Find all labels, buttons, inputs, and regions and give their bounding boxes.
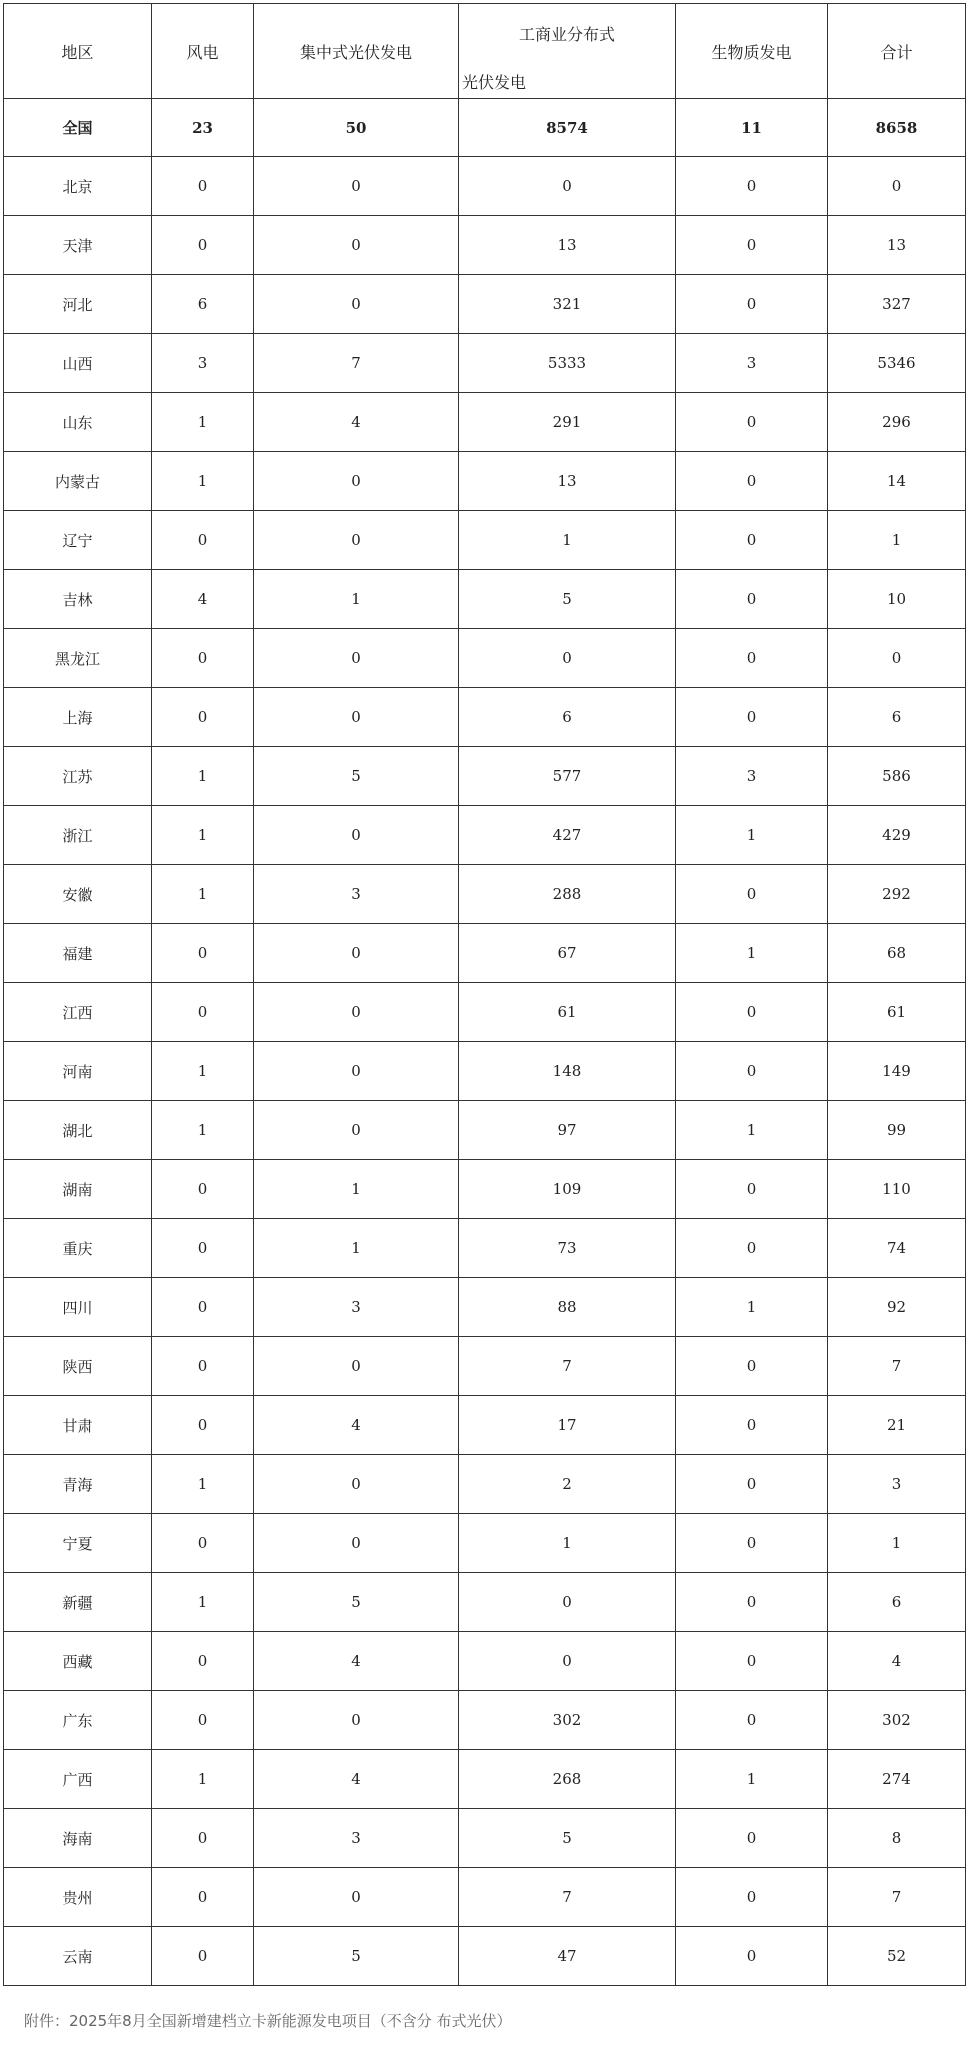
region-cell: 山西 [4, 334, 152, 393]
wind-cell: 1 [152, 747, 254, 806]
national-biomass-cell: 11 [676, 99, 828, 157]
total-cell: 68 [828, 924, 966, 983]
wind-cell: 0 [152, 1691, 254, 1750]
wind-cell: 0 [152, 157, 254, 216]
total-cell: 1 [828, 1514, 966, 1573]
biomass-cell: 0 [676, 511, 828, 570]
biomass-cell: 0 [676, 1455, 828, 1514]
total-cell: 0 [828, 157, 966, 216]
wind-cell: 0 [152, 1868, 254, 1927]
region-cell: 湖南 [4, 1160, 152, 1219]
total-cell: 3 [828, 1455, 966, 1514]
table-row [4, 629, 966, 688]
biomass-cell: 0 [676, 157, 828, 216]
ci-pv-cell: 7 [459, 1337, 676, 1396]
region-cell: 天津 [4, 216, 152, 275]
ci-pv-cell: 7 [459, 1868, 676, 1927]
region-cell: 安徽 [4, 865, 152, 924]
central-pv-cell: 4 [254, 393, 459, 452]
ci-pv-cell: 268 [459, 1750, 676, 1809]
table-row [4, 275, 966, 334]
table-row [4, 1278, 966, 1337]
table-row [4, 806, 966, 865]
biomass-cell: 0 [676, 452, 828, 511]
ci-pv-cell: 288 [459, 865, 676, 924]
total-cell: 8 [828, 1809, 966, 1868]
wind-cell: 6 [152, 275, 254, 334]
table-row [4, 334, 966, 393]
central-pv-cell: 0 [254, 511, 459, 570]
total-cell: 92 [828, 1278, 966, 1337]
region-cell: 河南 [4, 1042, 152, 1101]
biomass-cell: 0 [676, 1042, 828, 1101]
central-pv-cell: 7 [254, 334, 459, 393]
national-total-row [4, 99, 966, 157]
central-pv-cell: 0 [254, 688, 459, 747]
central-pv-cell: 0 [254, 1337, 459, 1396]
national-central-pv-cell: 50 [254, 99, 459, 157]
header-ci-distributed-pv [459, 4, 676, 99]
header-ci-pv-line2: 光伏发电 [462, 73, 527, 92]
ci-pv-cell: 17 [459, 1396, 676, 1455]
table-row [4, 983, 966, 1042]
central-pv-cell: 1 [254, 1219, 459, 1278]
ci-pv-cell: 61 [459, 983, 676, 1042]
biomass-cell: 0 [676, 393, 828, 452]
wind-cell: 0 [152, 1219, 254, 1278]
table-caption: 附件：2025年8月全国新增建档立卡新能源发电项目（不含分 布式光伏） [24, 2012, 512, 2030]
total-cell: 13 [828, 216, 966, 275]
new-energy-projects-table [3, 3, 966, 1986]
biomass-cell: 1 [676, 1278, 828, 1337]
wind-cell: 0 [152, 629, 254, 688]
biomass-cell: 0 [676, 629, 828, 688]
biomass-cell: 3 [676, 747, 828, 806]
ci-pv-cell: 148 [459, 1042, 676, 1101]
wind-cell: 0 [152, 983, 254, 1042]
wind-cell: 0 [152, 1160, 254, 1219]
biomass-cell: 0 [676, 865, 828, 924]
region-cell: 北京 [4, 157, 152, 216]
ci-pv-cell: 5333 [459, 334, 676, 393]
region-cell: 重庆 [4, 1219, 152, 1278]
national-region-cell: 全国 [4, 99, 152, 157]
central-pv-cell: 0 [254, 216, 459, 275]
region-cell: 西藏 [4, 1632, 152, 1691]
table-row [4, 1809, 966, 1868]
central-pv-cell: 0 [254, 924, 459, 983]
ci-pv-cell: 291 [459, 393, 676, 452]
table-row [4, 570, 966, 629]
region-cell: 海南 [4, 1809, 152, 1868]
biomass-cell: 0 [676, 1219, 828, 1278]
total-cell: 7 [828, 1337, 966, 1396]
biomass-cell: 0 [676, 1396, 828, 1455]
wind-cell: 0 [152, 1514, 254, 1573]
central-pv-cell: 5 [254, 747, 459, 806]
ci-pv-cell: 321 [459, 275, 676, 334]
header-row [4, 4, 966, 99]
biomass-cell: 0 [676, 1160, 828, 1219]
table-row [4, 1337, 966, 1396]
table-row [4, 1396, 966, 1455]
total-cell: 10 [828, 570, 966, 629]
total-cell: 74 [828, 1219, 966, 1278]
region-cell: 内蒙古 [4, 452, 152, 511]
total-cell: 6 [828, 1573, 966, 1632]
wind-cell: 0 [152, 1632, 254, 1691]
wind-cell: 1 [152, 1573, 254, 1632]
wind-cell: 0 [152, 1396, 254, 1455]
region-cell: 广东 [4, 1691, 152, 1750]
wind-cell: 1 [152, 1101, 254, 1160]
central-pv-cell: 3 [254, 1278, 459, 1337]
region-cell: 上海 [4, 688, 152, 747]
region-cell: 辽宁 [4, 511, 152, 570]
ci-pv-cell: 0 [459, 629, 676, 688]
wind-cell: 1 [152, 1042, 254, 1101]
region-cell: 福建 [4, 924, 152, 983]
table-row [4, 216, 966, 275]
total-cell: 292 [828, 865, 966, 924]
biomass-cell: 0 [676, 1514, 828, 1573]
biomass-cell: 0 [676, 688, 828, 747]
region-cell: 江西 [4, 983, 152, 1042]
table-row [4, 452, 966, 511]
region-cell: 陕西 [4, 1337, 152, 1396]
region-cell: 新疆 [4, 1573, 152, 1632]
total-cell: 7 [828, 1868, 966, 1927]
header-region: 地区 [4, 4, 152, 99]
total-cell: 1 [828, 511, 966, 570]
table-row [4, 747, 966, 806]
region-cell: 云南 [4, 1927, 152, 1986]
region-cell: 贵州 [4, 1868, 152, 1927]
table-row [4, 924, 966, 983]
wind-cell: 1 [152, 865, 254, 924]
total-cell: 6 [828, 688, 966, 747]
table-row [4, 865, 966, 924]
central-pv-cell: 0 [254, 806, 459, 865]
ci-pv-cell: 1 [459, 511, 676, 570]
total-cell: 429 [828, 806, 966, 865]
ci-pv-cell: 577 [459, 747, 676, 806]
table-row [4, 1927, 966, 1986]
wind-cell: 0 [152, 1809, 254, 1868]
table-row [4, 1455, 966, 1514]
biomass-cell: 0 [676, 1691, 828, 1750]
region-cell: 青海 [4, 1455, 152, 1514]
ci-pv-cell: 67 [459, 924, 676, 983]
wind-cell: 0 [152, 511, 254, 570]
ci-pv-cell: 47 [459, 1927, 676, 1986]
table-row [4, 1691, 966, 1750]
header-biomass: 生物质发电 [676, 4, 828, 99]
total-cell: 14 [828, 452, 966, 511]
region-cell: 河北 [4, 275, 152, 334]
central-pv-cell: 3 [254, 1809, 459, 1868]
biomass-cell: 0 [676, 983, 828, 1042]
biomass-cell: 1 [676, 1101, 828, 1160]
biomass-cell: 0 [676, 275, 828, 334]
region-cell: 宁夏 [4, 1514, 152, 1573]
wind-cell: 0 [152, 1337, 254, 1396]
central-pv-cell: 0 [254, 1455, 459, 1514]
data-table-container [3, 3, 965, 1986]
region-cell: 黑龙江 [4, 629, 152, 688]
biomass-cell: 0 [676, 1337, 828, 1396]
biomass-cell: 1 [676, 806, 828, 865]
region-cell: 四川 [4, 1278, 152, 1337]
table-row [4, 511, 966, 570]
central-pv-cell: 0 [254, 1514, 459, 1573]
ci-pv-cell: 302 [459, 1691, 676, 1750]
wind-cell: 0 [152, 1278, 254, 1337]
ci-pv-cell: 88 [459, 1278, 676, 1337]
table-header [4, 4, 966, 99]
total-cell: 302 [828, 1691, 966, 1750]
total-cell: 327 [828, 275, 966, 334]
national-ci-pv-cell: 8574 [459, 99, 676, 157]
header-total: 合计 [828, 4, 966, 99]
ci-pv-cell: 2 [459, 1455, 676, 1514]
ci-pv-cell: 97 [459, 1101, 676, 1160]
ci-pv-cell: 6 [459, 688, 676, 747]
total-cell: 52 [828, 1927, 966, 1986]
table-row [4, 1573, 966, 1632]
biomass-cell: 0 [676, 1927, 828, 1986]
central-pv-cell: 0 [254, 452, 459, 511]
total-cell: 0 [828, 629, 966, 688]
central-pv-cell: 3 [254, 865, 459, 924]
biomass-cell: 1 [676, 924, 828, 983]
ci-pv-cell: 0 [459, 1632, 676, 1691]
ci-pv-cell: 73 [459, 1219, 676, 1278]
biomass-cell: 0 [676, 570, 828, 629]
table-row [4, 1160, 966, 1219]
ci-pv-cell: 0 [459, 1573, 676, 1632]
table-row [4, 1042, 966, 1101]
region-cell: 吉林 [4, 570, 152, 629]
biomass-cell: 0 [676, 1632, 828, 1691]
wind-cell: 0 [152, 1927, 254, 1986]
ci-pv-cell: 1 [459, 1514, 676, 1573]
wind-cell: 0 [152, 688, 254, 747]
table-row [4, 1219, 966, 1278]
table-row [4, 1750, 966, 1809]
wind-cell: 1 [152, 806, 254, 865]
ci-pv-cell: 13 [459, 216, 676, 275]
wind-cell: 1 [152, 452, 254, 511]
wind-cell: 4 [152, 570, 254, 629]
biomass-cell: 0 [676, 216, 828, 275]
table-body [4, 99, 966, 1986]
total-cell: 274 [828, 1750, 966, 1809]
wind-cell: 1 [152, 393, 254, 452]
central-pv-cell: 4 [254, 1396, 459, 1455]
ci-pv-cell: 0 [459, 157, 676, 216]
central-pv-cell: 0 [254, 983, 459, 1042]
total-cell: 21 [828, 1396, 966, 1455]
total-cell: 61 [828, 983, 966, 1042]
central-pv-cell: 5 [254, 1927, 459, 1986]
wind-cell: 1 [152, 1455, 254, 1514]
total-cell: 296 [828, 393, 966, 452]
table-row [4, 393, 966, 452]
wind-cell: 1 [152, 1750, 254, 1809]
central-pv-cell: 5 [254, 1573, 459, 1632]
central-pv-cell: 4 [254, 1750, 459, 1809]
biomass-cell: 1 [676, 1750, 828, 1809]
biomass-cell: 0 [676, 1868, 828, 1927]
biomass-cell: 3 [676, 334, 828, 393]
ci-pv-cell: 427 [459, 806, 676, 865]
ci-pv-cell: 109 [459, 1160, 676, 1219]
biomass-cell: 0 [676, 1573, 828, 1632]
table-row [4, 1101, 966, 1160]
region-cell: 湖北 [4, 1101, 152, 1160]
ci-pv-cell: 5 [459, 570, 676, 629]
header-wind: 风电 [152, 4, 254, 99]
central-pv-cell: 0 [254, 1868, 459, 1927]
biomass-cell: 0 [676, 1809, 828, 1868]
total-cell: 5346 [828, 334, 966, 393]
table-row [4, 1514, 966, 1573]
central-pv-cell: 4 [254, 1632, 459, 1691]
national-wind-cell: 23 [152, 99, 254, 157]
central-pv-cell: 0 [254, 275, 459, 334]
central-pv-cell: 0 [254, 629, 459, 688]
table-row [4, 1632, 966, 1691]
region-cell: 广西 [4, 1750, 152, 1809]
ci-pv-cell: 13 [459, 452, 676, 511]
table-row [4, 1868, 966, 1927]
central-pv-cell: 1 [254, 570, 459, 629]
ci-pv-cell: 5 [459, 1809, 676, 1868]
central-pv-cell: 0 [254, 1101, 459, 1160]
central-pv-cell: 0 [254, 157, 459, 216]
total-cell: 99 [828, 1101, 966, 1160]
region-cell: 甘肃 [4, 1396, 152, 1455]
total-cell: 4 [828, 1632, 966, 1691]
table-row [4, 688, 966, 747]
total-cell: 149 [828, 1042, 966, 1101]
region-cell: 山东 [4, 393, 152, 452]
wind-cell: 3 [152, 334, 254, 393]
central-pv-cell: 0 [254, 1691, 459, 1750]
wind-cell: 0 [152, 924, 254, 983]
total-cell: 586 [828, 747, 966, 806]
central-pv-cell: 0 [254, 1042, 459, 1101]
header-central-pv: 集中式光伏发电 [254, 4, 459, 99]
header-ci-pv-line1: 工商业分布式 [518, 25, 615, 44]
table-row [4, 157, 966, 216]
wind-cell: 0 [152, 216, 254, 275]
region-cell: 江苏 [4, 747, 152, 806]
national-total-cell: 8658 [828, 99, 966, 157]
region-cell: 浙江 [4, 806, 152, 865]
total-cell: 110 [828, 1160, 966, 1219]
central-pv-cell: 1 [254, 1160, 459, 1219]
